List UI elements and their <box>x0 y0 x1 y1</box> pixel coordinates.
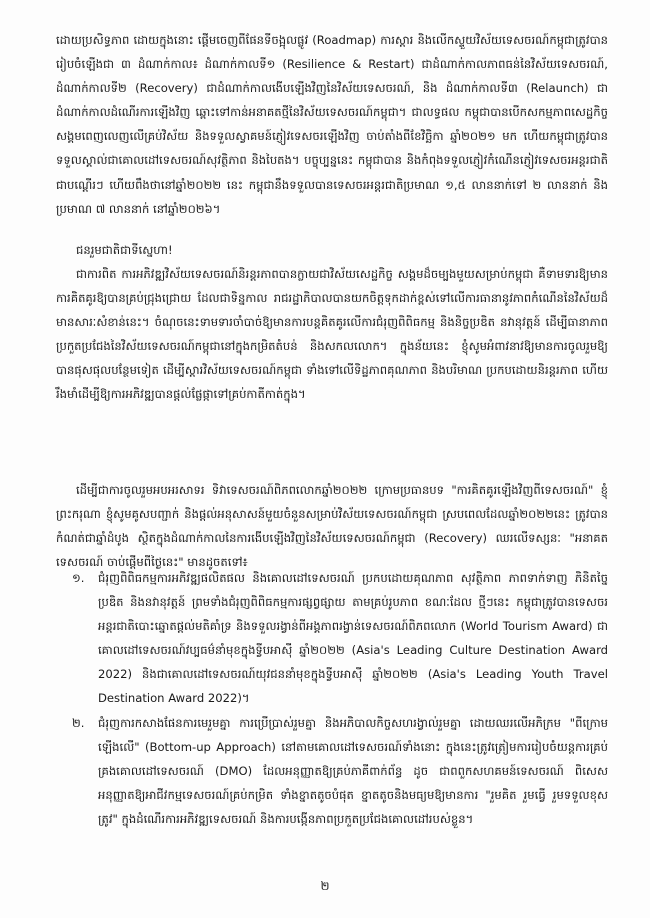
paragraph-roadmap: ដោយប្រសិទ្ធភាព ដោយក្នុងនោះ ផ្តើមចេញពីផែនទីចង្អុលផ្លូវ (Roadmap) ការស្តារ និងលើកស្ទួយវិស័យទេសចរណ៍កម្ពុជាត្រូវបានរៀបចំឡើងជា ៣ ដំណាក់កាល៖ ដំណាក់កាលទី១ (Resilience & Restart) ជាដំណាក់កាលភាពធន់នៃវិស័យទេសចរណ៍, ដំណាក់កាលទី២ (Recovery) ជាដំណាក់កាលងើបឡើងវិញនៃវិស័យទេសចរណ៍, និង ដំណាក់កាលទី៣ (Relaunch) ជាដំណាក់កាលដំណើរការឡើងវិញ ឆ្ពោះទៅកាន់អនាគតថ្មីនៃវិស័យទេសចរណ៍កម្ពុជា។ ជាលទ្ធផល កម្ពុជាបានបើកសកម្មភាពសេដ្ឋកិច្ច សង្គមពេញលេញលើគ្រប់វិស័យ និងទទួលស្វាគមន៍ភ្ញៀវទេសចរឡើងវិញ ចាប់តាំងពីខែវិច្ឆិកា ឆ្នាំ២០២១ មក ហើយកម្ពុជាត្រូវបានទទួលស្គាល់ជាគោលដៅទេសចរណ៍សុវត្ថិភាព និងបៃតង។ បច្ចុប្បន្ននេះ កម្ពុជាបាន និងកំពុងទទួលភ្ញៀវកំណើនភ្ញៀវទេសចរអន្តរជាតិជាបណ្តើរៗ ហើយពឹងថានៅឆ្នាំ២០២២ នេះ កម្ពុជានឹងទទួលបានទេសចរអន្តរជាតិប្រមាណ ១,៥ លាននាក់ទៅ ២ លាននាក់ និងប្រមាណ ៧ លាននាក់ នៅឆ្នាំ២០២៦។ <box>56 33 608 216</box>
list-item <box>56 711 608 831</box>
recommendation-list <box>56 566 608 831</box>
greeting: ជនរួមជាតិជាទីស្នេហា! <box>76 243 173 257</box>
list-item-text: ជំរុញពិពិធកម្មការអភិវឌ្ឍផលិតផល និងគោលដៅទេសចរណ៍ ប្រកបដោយគុណភាព សុវត្ថិភាព ភាពទាក់ទាញ ភិនិតច្នៃប្រឌិត និងនវានុវត្តន៍ ព្រមទាំងជំរុញពិពិធកម្មការផ្សព្វផ្សាយ តាមគ្រប់រូបភាព ខណៈដែល ថ្មីៗនេះ កម្ពុជាត្រូវបានទេសចរអន្តរជាតិបោះឆ្នោតផ្តល់មតិគាំទ្រ និងទទួលរង្វាន់ពីអង្គភាពរង្វាន់ទេសចរណ៍ពិភពលោក (World Tourism Award) ជាគោលដៅទេសចរណ៍វប្បធម៌នាំមុខក្នុងទ្វីបអាស៊ី ឆ្នាំ២០២២ (Asia's Leading Culture Destination Award 2022) និងជាគោលដៅទេសចរណ៍យុវជននាំមុខក្នុងទ្វីបអាស៊ី ឆ្នាំ២០២២ (Asia's Leading Youth Travel Destination Award 2022)។ <box>98 571 608 706</box>
list-item-number: ២. <box>72 715 85 730</box>
paragraph-world-tourism-day: ដើម្បីជាការចូលរួមអបអរសាទរ ទិវាទេសចរណ៍ពិភពលោកឆ្នាំ២០២២ ក្រោមប្រធានបទ "ការគិតគូរឡើងវិញពីទេសចរណ៍" ខ្ញុំព្រះករុណា ខ្ញុំសូមគូសបញ្ជាក់ និងផ្តល់អនុសាសន៍មួយចំនួនសម្រាប់វិស័យទេសចរណ៍កម្ពុជា ស្របពេលដែលឆ្នាំ២០២២នេះ ត្រូវបានកំណត់ជាឆ្នាំដំបូង ស្ថិតក្នុងដំណាក់កាលនៃការងើបឡើងវិញនៃវិស័យទេសចរណ៍កម្ពុជា (Recovery) ឈរលើទស្សនៈ "អនាគតទេសចរណ៍ ចាប់ផ្តើមពីថ្ងៃនេះ" មានដូចតទៅ៖ <box>56 483 608 570</box>
page-number: ២ <box>320 879 330 893</box>
list-item-number: ១. <box>72 571 85 585</box>
paragraph-sustainable-development: ជាការពិត ការអភិវឌ្ឍវិស័យទេសចរណ៍និរន្តរភាពបានក្លាយជាវិស័យសេដ្ឋកិច្ច សង្គមដ៏ចម្បងមួយសម្រាប់កម្ពុជា គឺទាមទារឱ្យមានការគិតគូរឱ្យបានគ្រប់ជ្រុងជ្រោយ ដែលជាទិន្នកាល រាជរដ្ឋាភិបាលបានយកចិត្តទុកដាក់ខ្ពស់ទៅលើការធានានូវភាពកំណើននៃវិស័យដ៏មានសារៈសំខាន់នេះ។ ចំណុចនេះទាមទារចាំបាច់ឱ្យមានការបន្តគិតគូរលើការជំរុញពិពិធកម្ម និងនិច្ចប្រឌិត នវានុវត្តន៍ ដើម្បីធានាភាពប្រកួតប្រជែងនៃវិស័យទេសចរណ៍កម្ពុជានៅក្នុងកម្រិតតំបន់ និងសកលលោក។ ក្នុងន័យនេះ ខ្ញុំសូមអំពាវនាវឱ្យមានការចូលរួមឱ្យបានផុសផុលបន្ថែមទៀត ដើម្បីស្តារវិស័យទេសចរណ៍កម្ពុជា ទាំងទៅលើទិដ្ឋភាពគុណភាព និងបរិមាណ ប្រកបដោយនិរន្តរភាព ហើយរឹងមាំដើម្បីឱ្យការអភិវឌ្ឍបានផ្តល់ផ្លែផ្កាទៅគ្រប់កាតីកាត់ក្នុង។ <box>56 267 608 402</box>
list-item-text: ជំរុញការកសាងផែនការមេរួមគ្នា ការប្រើប្រាស់រួមគ្នា និងអភិបាលកិច្ចសហរង្វាល់រួមគ្នា ដោយឈរលើអភិក្រម "ពីក្រោមឡើងលើ" (Bottom-up Approach) នៅតាមគោលដៅទេសចរណ៍ទាំងនោះ ក្នុងនេះត្រូវត្រៀមការរៀបចំយន្តការគ្រប់គ្រងគោលដៅទេសចរណ៍ (DMO) ដែលអនុញ្ញាតឱ្យគ្រប់ភាគីពាក់ព័ន្ធ ដូច ជាពពួកសហគមន៍ទេសចរណ៍ ពិសេសអនុញ្ញាតឱ្យអាជីវកម្មទេសចរណ៍គ្រប់កម្រិត ទាំងខ្នាតតូចបំផុត ខ្នាតតូចនិងមធ្យមឱ្យមានការ "រួមគិត រួមធ្វើ រួមទទួលខុសត្រូវ" ក្នុងដំណើរការអភិវឌ្ឍទេសចរណ៍ និងការបង្កើនភាពប្រកួតប្រជែងគោលដៅរបស់ខ្លួន។ <box>98 715 608 826</box>
list-item <box>56 566 608 711</box>
